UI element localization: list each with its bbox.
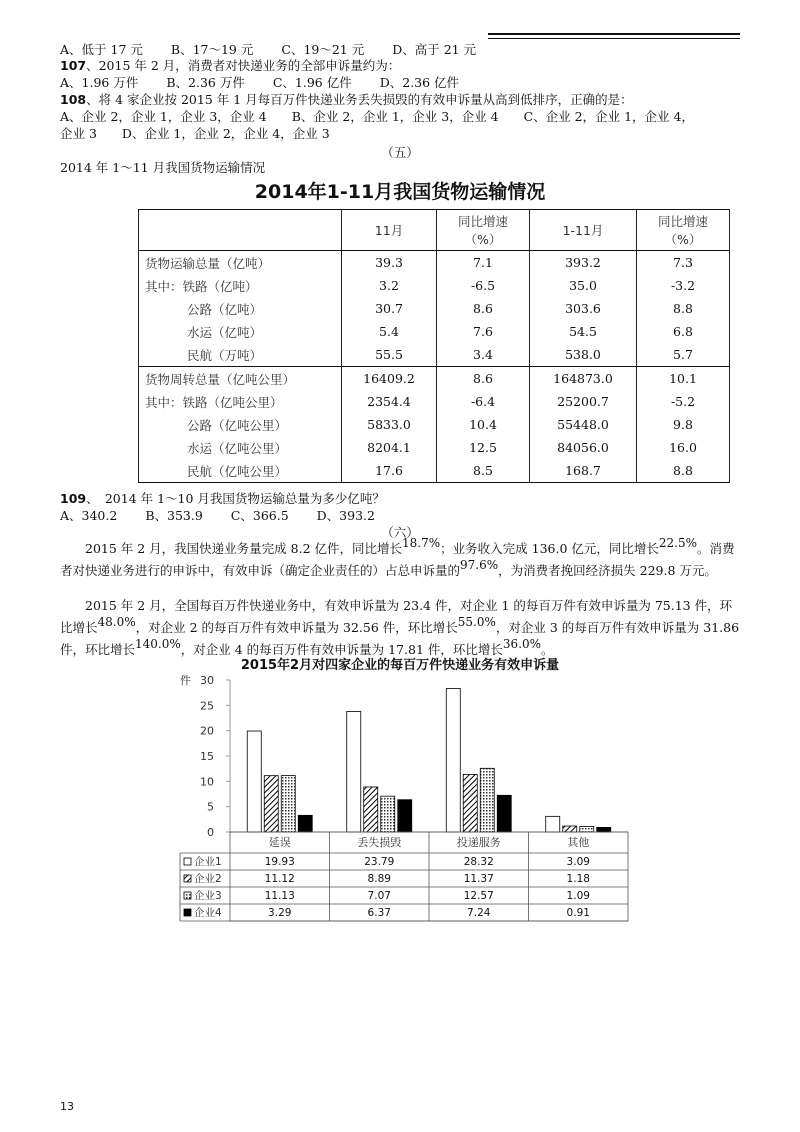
q106-option: A、低于 17 元 (60, 42, 143, 57)
q109-option: C、366.5 (230, 508, 289, 523)
section-five-intro: 2014 年 1～11 月我国货物运输情况 (60, 160, 266, 175)
bar-企业1-丢失损毁 (347, 711, 361, 832)
table-cell: 9.8 (637, 413, 730, 436)
data-label: 6.37 (367, 907, 391, 919)
q106-option: D、高于 21 元 (392, 42, 477, 57)
q109-options (60, 508, 403, 524)
bar-企业3-投递服务 (480, 768, 494, 832)
q107-option: B、2.36 万件 (166, 75, 245, 90)
data-label: 1.09 (566, 890, 590, 902)
y-tick-label: 30 (200, 674, 214, 687)
table-cell: 7.1 (437, 251, 530, 275)
y-tick-label: 15 (200, 750, 214, 763)
q109-option: B、353.9 (145, 508, 203, 523)
category-label: 延误 (268, 836, 291, 849)
category-label: 其他 (567, 836, 590, 849)
growth-percentage: 18.7% (402, 536, 441, 550)
table-row (139, 436, 730, 459)
table-cell: 8.8 (637, 297, 730, 320)
table-row (139, 297, 730, 320)
table-cell: 16.0 (637, 436, 730, 459)
bar-企业4-延误 (298, 815, 312, 832)
table-cell: 8.5 (437, 459, 530, 483)
q109-stem (60, 491, 385, 507)
y-tick-label: 25 (200, 699, 214, 713)
growth-percentage: 22.5% (658, 536, 697, 550)
growth-percentage: 48.0% (97, 615, 136, 629)
q107-text: 、2015 年 2 月，消费者对快递业务的全部申诉量约为： (86, 58, 401, 73)
q108-options-line1: A、企业 2，企业 1，企业 3，企业 4 B、企业 2，企业 1，企业 3，企业 4 C、企业 2，企业 1，企业 4， (60, 109, 694, 124)
category-label: 投递服务 (456, 836, 501, 849)
table-cell: 164873.0 (530, 367, 637, 391)
table-header-cell (139, 210, 342, 251)
table-cell: 5833.0 (342, 413, 437, 436)
legend-label: 企业4 (194, 907, 222, 919)
table-cell: -6.4 (437, 390, 530, 413)
data-label: 0.91 (566, 907, 590, 919)
legend-label: 企业2 (194, 873, 222, 885)
bar-企业3-丢失损毁 (381, 796, 395, 832)
table-cell: 35.0 (530, 274, 637, 297)
paragraph-text: ，对企业 4 的每百万件有效申诉量为 17.81 件，环比增长 (180, 642, 503, 657)
table-cell: 393.2 (530, 251, 637, 275)
legend-swatch (184, 858, 191, 865)
legend-swatch (184, 909, 191, 916)
table-cell: 8.8 (637, 459, 730, 483)
table-cell: 8.6 (437, 367, 530, 391)
growth-percentage: 36.0% (502, 637, 542, 651)
table-cell: 10.4 (437, 413, 530, 436)
q108-options-line2: 企业 3 D、企业 1，企业 2，企业 4，企业 3 (60, 126, 330, 141)
paragraph-text: ，为消费者挽回经济损失 229.8 万元。 (498, 563, 717, 578)
table-row-label: 水运（亿吨公里） (139, 436, 342, 459)
chart-title: 2015年2月对四家企业的每百万件快递业务有效申诉量 (240, 658, 560, 673)
freight-table (138, 209, 730, 483)
data-label: 3.09 (566, 856, 590, 868)
bar-企业2-丢失损毁 (364, 787, 378, 832)
q106-option: C、19～21 元 (281, 42, 365, 57)
header-rule-thin (488, 38, 740, 39)
table-row (139, 390, 730, 413)
data-label: 7.24 (467, 907, 491, 919)
y-tick-label: 20 (200, 724, 214, 738)
growth-percentage: 55.0% (457, 615, 496, 629)
bar-企业2-延误 (264, 776, 278, 832)
legend-label: 企业3 (194, 890, 222, 902)
paragraph-text: ，对企业 2 的每百万件有效申诉量为 32.56 件，环比增长 (135, 620, 458, 635)
table-cell: 3.2 (342, 274, 437, 297)
table-row-label: 民航（亿吨公里） (139, 459, 342, 483)
table-cell: 30.7 (342, 297, 437, 320)
table-header-cell: 11月 (342, 210, 437, 251)
table-cell: 55448.0 (530, 413, 637, 436)
table-cell: 12.5 (437, 436, 530, 459)
table-cell: 39.3 (342, 251, 437, 275)
y-axis-label: 件 (180, 674, 191, 687)
table-row (139, 459, 730, 483)
q109-option: D、393.2 (316, 508, 375, 523)
data-label: 28.32 (463, 856, 494, 868)
table-cell: -5.2 (637, 390, 730, 413)
complaint-bar-chart (0, 672, 800, 932)
category-label: 丢失损毁 (357, 836, 402, 849)
table-header-cell: 同比增速（%） (637, 210, 730, 251)
paragraph-text: ；业务收入完成 136.0 亿元，同比增长 (440, 541, 659, 556)
table-row (139, 343, 730, 367)
q106-option: B、17～19 元 (170, 42, 254, 57)
table-cell: -3.2 (637, 274, 730, 297)
table-cell: 8.6 (437, 297, 530, 320)
data-label: 7.07 (367, 890, 391, 902)
bar-企业4-丢失损毁 (398, 800, 412, 832)
q108-text: 、将 4 家企业按 2015 年 1 月每百万件快递业务丢失损毁的有效申诉量从高到低排序，正确的是： (86, 92, 633, 107)
table-header-cell: 同比增速（%） (437, 210, 530, 251)
table-header-cell: 1-11月 (530, 210, 637, 251)
table-cell: 8204.1 (342, 436, 437, 459)
q109-number: 109 (60, 491, 87, 506)
bar-企业1-延误 (247, 731, 261, 832)
data-label: 11.13 (264, 890, 295, 902)
bar-企业2-其他 (563, 826, 577, 832)
y-tick-label: 10 (200, 775, 214, 789)
table-row-label: 水运（亿吨） (139, 320, 342, 343)
data-label: 11.12 (264, 873, 295, 885)
table-cell: 7.3 (637, 251, 730, 275)
q108-stem (60, 92, 633, 108)
table-row (139, 367, 730, 391)
q107-number: 107 (60, 58, 87, 73)
table-cell: 538.0 (530, 343, 637, 367)
table-cell: 5.7 (637, 343, 730, 367)
bar-企业1-投递服务 (446, 689, 460, 832)
data-label: 3.29 (268, 907, 292, 919)
data-label: 12.57 (463, 890, 494, 902)
q109-option: A、340.2 (60, 508, 118, 523)
paragraph-complaints (60, 595, 742, 661)
bar-企业4-投递服务 (497, 795, 511, 832)
legend-label: 企业1 (194, 856, 222, 868)
paragraph-text: 2015 年 2 月，我国快递业务量完成 8.2 亿件，同比增长 (60, 541, 403, 556)
table-row-label: 公路（亿吨公里） (139, 413, 342, 436)
header-rule (488, 33, 740, 35)
table-cell: 25200.7 (530, 390, 637, 413)
data-label: 11.37 (463, 873, 494, 885)
table-cell: 6.8 (637, 320, 730, 343)
q107-option: D、2.36 亿件 (379, 75, 460, 90)
paragraph-text: ，对企业 3 的每百万件有效申诉量为 31.86 件，环比增长 (60, 620, 740, 657)
data-label: 1.18 (566, 873, 590, 885)
paragraph-text: 2015 年 2 月，全国每百万件快递业务中，有效申诉量为 23.4 件，对企业 1 的每百万件有效申诉量为 75.13 件，环比增长 (60, 598, 733, 635)
bar-企业3-延误 (281, 776, 295, 832)
y-tick-label: 0 (207, 826, 214, 839)
legend-swatch (184, 892, 191, 899)
paragraph-text: 。消费者对快递业务进行的申诉中，有效申诉（确定企业责任的）占总申诉量的 (60, 541, 735, 578)
bar-企业2-投递服务 (463, 774, 477, 832)
q107-options (60, 75, 487, 91)
data-label: 19.93 (264, 856, 295, 868)
table-cell: -6.5 (437, 274, 530, 297)
table-row (139, 320, 730, 343)
data-label: 8.89 (367, 873, 391, 885)
table-title: 2014年1-11月我国货物运输情况 (254, 181, 546, 203)
legend-swatch (184, 875, 191, 882)
q106-options (60, 42, 504, 58)
table-row-label: 其中：铁路（亿吨公里） (139, 390, 342, 413)
section-six-heading: （六） (381, 525, 419, 540)
table-cell: 7.6 (437, 320, 530, 343)
table-row-label: 民航（万吨） (139, 343, 342, 367)
table-cell: 55.5 (342, 343, 437, 367)
growth-percentage: 140.0% (135, 637, 181, 651)
table-row (139, 413, 730, 436)
table-cell: 5.4 (342, 320, 437, 343)
table-cell: 303.6 (530, 297, 637, 320)
table-row-label: 公路（亿吨） (139, 297, 342, 320)
q107-stem (60, 58, 400, 74)
table-cell: 3.4 (437, 343, 530, 367)
paragraph-express-volume (60, 538, 742, 582)
q107-option: A、1.96 万件 (60, 75, 139, 90)
section-five-heading: （五） (381, 145, 419, 160)
growth-percentage: 97.6% (460, 558, 499, 572)
table-row-label: 其中：铁路（亿吨） (139, 274, 342, 297)
table-cell: 168.7 (530, 459, 637, 483)
table-row-label: 货物运输总量（亿吨） (139, 251, 342, 275)
table-cell: 17.6 (342, 459, 437, 483)
table-row-label: 货物周转总量（亿吨公里） (139, 367, 342, 391)
table-cell: 16409.2 (342, 367, 437, 391)
data-label: 23.79 (364, 856, 395, 868)
page-number: 13 (60, 1100, 74, 1113)
table-cell: 54.5 (530, 320, 637, 343)
table-cell: 84056.0 (530, 436, 637, 459)
table-row (139, 274, 730, 297)
table-cell: 10.1 (637, 367, 730, 391)
table-row (139, 251, 730, 275)
q109-text: 、 2014 年 1～10 月我国货物运输总量为多少亿吨？ (86, 491, 385, 506)
paragraph-text: 。 (541, 642, 554, 657)
q107-option: C、1.96 亿件 (272, 75, 352, 90)
bar-企业1-其他 (546, 816, 560, 832)
bar-企业3-其他 (580, 826, 594, 832)
q108-number: 108 (60, 92, 87, 107)
table-cell: 2354.4 (342, 390, 437, 413)
bar-企业4-其他 (597, 827, 611, 832)
y-tick-label: 5 (207, 800, 214, 814)
